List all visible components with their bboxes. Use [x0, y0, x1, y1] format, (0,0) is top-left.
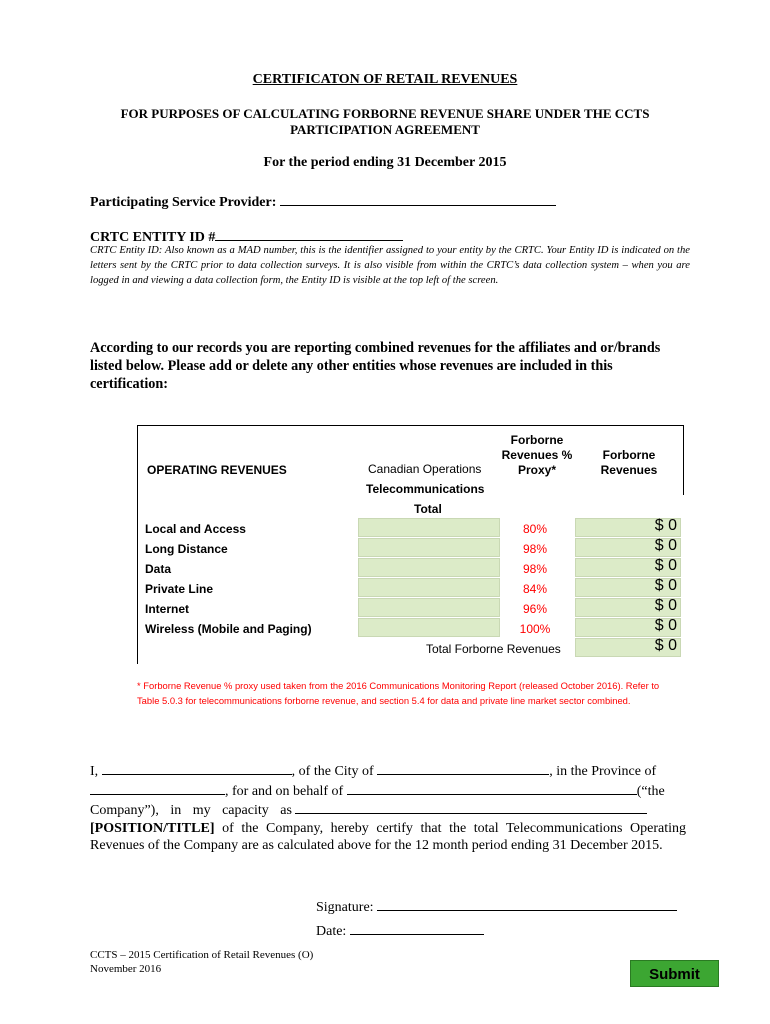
cert-in-province: , in the Province of [549, 764, 657, 779]
col-telecommunications: Telecommunications [366, 482, 485, 496]
row-label-private-line: Private Line [145, 582, 214, 596]
footer-line-1: CCTS – 2015 Certification of Retail Revenues (O) [90, 949, 314, 961]
proxy-private-line: 84% [522, 582, 548, 596]
row-label-internet: Internet [145, 602, 190, 616]
col-proxy: Forborne Revenues % Proxy* [501, 433, 573, 477]
company-input[interactable] [347, 781, 637, 795]
cert-the-open: (“the [636, 783, 665, 799]
col-total: Total [414, 502, 442, 516]
date-input[interactable] [350, 921, 484, 935]
provider-input[interactable] [280, 192, 556, 206]
row-label-wireless: Wireless (Mobile and Paging) [145, 622, 312, 636]
input-wireless[interactable] [358, 618, 500, 637]
provider-label: Participating Service Provider: [90, 195, 277, 210]
proxy-wireless: 100% [519, 622, 551, 636]
entity-id-input[interactable] [215, 227, 403, 241]
row-label-data: Data [145, 562, 172, 576]
input-data[interactable] [358, 558, 500, 577]
forborne-private-line: $ 0 [654, 577, 677, 594]
signature-label: Signature: [316, 900, 374, 915]
capacity-input[interactable] [295, 800, 647, 814]
row-label-long-distance: Long Distance [145, 542, 228, 556]
signature-input[interactable] [377, 897, 677, 911]
footer [90, 948, 313, 976]
cert-of-city: , of the City of [291, 764, 374, 779]
date-label: Date: [316, 924, 347, 939]
forborne-local: $ 0 [654, 517, 677, 534]
footnote: * Forborne Revenue % proxy used taken from the 2016 Communications Monitoring Report (released October 2016). Refer to Table 5.0.3 for telecommunications forborne revenue, and section 5.4 for data and private line market sector combined. [137, 680, 660, 706]
province-input[interactable] [90, 781, 225, 795]
forborne-long-distance: $ 0 [654, 537, 677, 554]
city-input[interactable] [377, 761, 549, 775]
signature-line [316, 897, 677, 916]
period-heading: For the period ending 31 December 2015 [263, 155, 507, 170]
footer-line-2: November 2016 [90, 963, 162, 975]
cert-i: I, [90, 764, 99, 779]
document-subtitle: FOR PURPOSES OF CALCULATING FORBORNE REVENUE SHARE UNDER THE CCTS PARTICIPATION AGREEMENT [120, 106, 650, 137]
row-label-local: Local and Access [145, 522, 246, 536]
cert-on-behalf: , for and on behalf of [225, 783, 344, 799]
cert-company-capacity: Company”), in my capacity as [90, 803, 292, 818]
forborne-wireless: $ 0 [654, 617, 677, 634]
col-canadian-operations: Canadian Operations [368, 462, 482, 476]
proxy-long-distance: 98% [522, 542, 548, 556]
col-operating-revenues: OPERATING REVENUES [147, 463, 287, 477]
col-forborne-revenues: Forborne Revenues [600, 448, 658, 477]
total-forborne-value: $ 0 [654, 637, 677, 654]
document-title: CERTIFICATON OF RETAIL REVENUES [252, 72, 518, 87]
cert-rest: of the Company, hereby certify that the total Telecommunications Operating Revenues of the Company are as calculated above for the 12 month period ending 31 December 2015. [90, 820, 686, 853]
entity-label: CRTC ENTITY ID # [90, 230, 216, 245]
proxy-data: 98% [522, 562, 548, 576]
forborne-internet: $ 0 [654, 597, 677, 614]
name-input[interactable] [102, 761, 292, 775]
provider-line [90, 192, 556, 211]
input-private-line[interactable] [358, 578, 500, 597]
date-line [316, 921, 484, 940]
certification-paragraph [90, 761, 686, 855]
total-forborne-label: Total Forborne Revenues [426, 642, 561, 656]
input-internet[interactable] [358, 598, 500, 617]
table-right-border [680, 425, 684, 495]
combined-revenues-text: According to our records you are reporting combined revenues for the affiliates and or/brands listed below. Please add or delete any other entities whose revenues are included in this certification: [90, 340, 661, 392]
forborne-data: $ 0 [654, 557, 677, 574]
input-local[interactable] [358, 518, 500, 537]
cert-position-title: [POSITION/TITLE] [90, 820, 215, 836]
proxy-local: 80% [522, 522, 548, 536]
entity-note: CRTC Entity ID: Also known as a MAD number, this is the identifier assigned to your entity by the CRTC. Your Entity ID is indicated on the letters sent by the CRTC prior to data collection surveys. It is also visible from within the CRTC’s data collection system – when you are logged in and viewing a data collection form, the Entity ID is visible at the top left of the screen. [90, 245, 690, 286]
proxy-internet: 96% [522, 602, 548, 616]
input-long-distance[interactable] [358, 538, 500, 557]
submit-button[interactable]: Submit [630, 960, 719, 987]
